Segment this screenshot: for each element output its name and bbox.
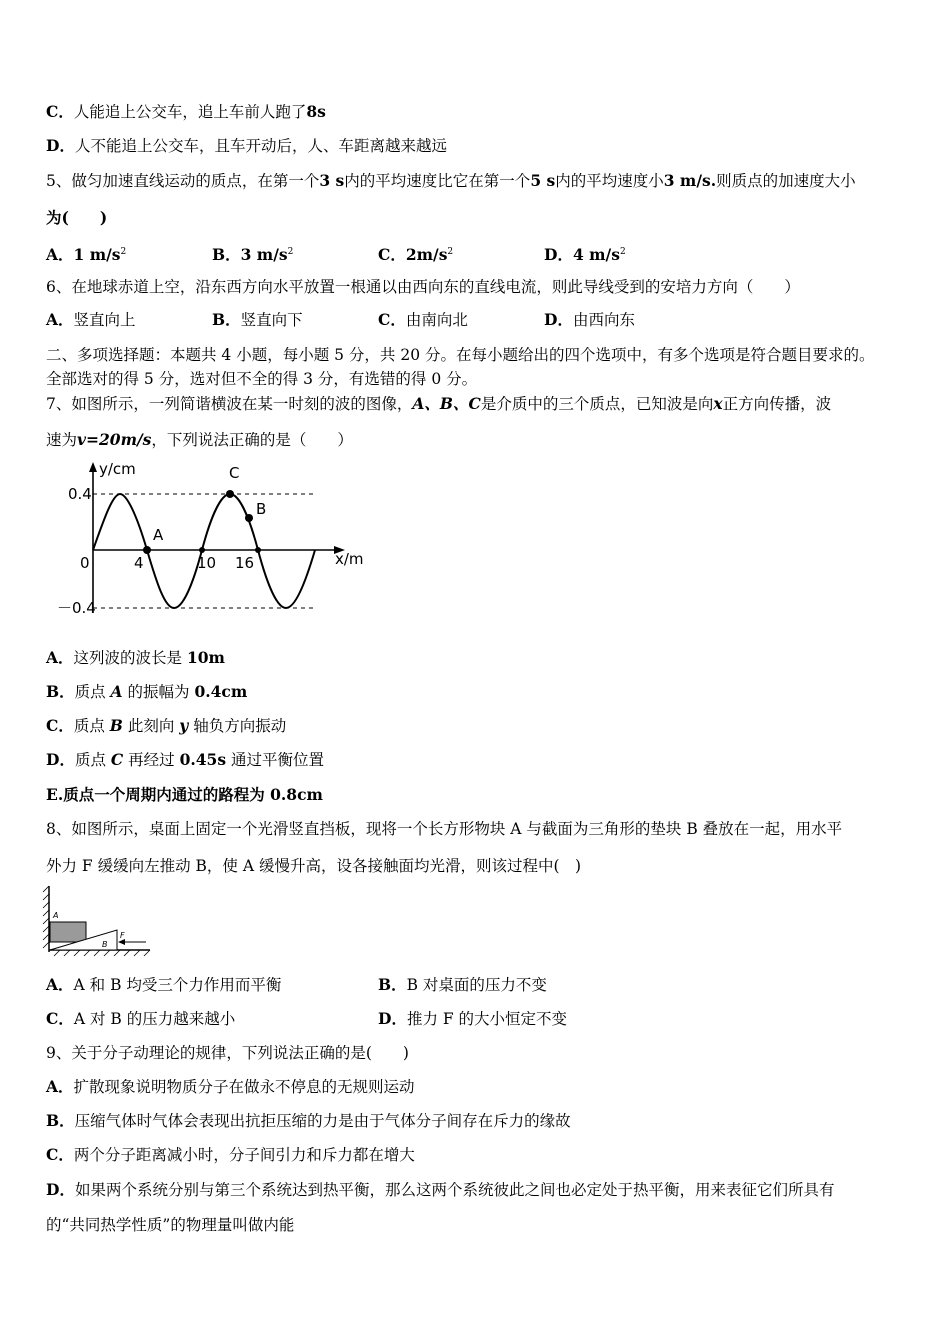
fig-label-b: B — [102, 940, 108, 949]
y-axis-label: y/cm — [99, 460, 136, 478]
q8-options-row1 — [46, 975, 547, 995]
q6-option-b: B．竖直向下 — [212, 310, 303, 329]
q8-options-row2 — [46, 1009, 567, 1029]
q8-option-a: A．A 和 B 均受三个力作用而平衡 — [46, 975, 282, 994]
q7-stem-continued: 速为v=20m/s，下列说法正确的是（ ） — [46, 430, 353, 449]
q6-option-a: A．竖直向上 — [46, 310, 136, 329]
q7-stem: 7、如图所示，一列简谐横波在某一时刻的波的图像，A、B、C是介质中的三个质点，已知波是向x正方向传播，波 — [46, 394, 832, 413]
q5-stem-continued: 为( ) — [46, 208, 108, 227]
origin-label: 0 — [80, 554, 90, 572]
q9-option-b: B．压缩气体时气体会表现出抗拒压缩的力是由于气体分子间存在斥力的缘故 — [46, 1111, 571, 1130]
q9-option-c: C．两个分子距离减小时，分子间引力和斥力都在增大 — [46, 1145, 415, 1164]
point-a — [143, 546, 151, 554]
q6-stem: 6、在地球赤道上空，沿东西方向水平放置一根通以由西向东的直线电流，则此导线受到的安培力方向（ ） — [46, 278, 800, 296]
block-figure — [42, 884, 154, 958]
q5-option-d: D．4 $m/s^2$ — [544, 245, 626, 265]
q7-option-e: E.质点一个周期内通过的路程为 0.8cm — [46, 785, 323, 804]
label-b: B — [256, 500, 267, 518]
point-b — [245, 514, 253, 522]
y-tick-neg: －0.4 — [57, 599, 96, 617]
q8-stem-continued: 外力 F 缓缓向左推动 B，使 A 缓慢升高，设各接触面均光滑，则该过程中( ) — [46, 857, 582, 875]
q8-option-c: C．A 对 B 的压力越来越小 — [46, 1009, 236, 1028]
q4-option-d: D．人不能追上公交车，且车开动后，人、车距离越来越远 — [46, 136, 447, 155]
q7-option-c: C．质点 B 此刻向 y 轴负方向振动 — [46, 716, 287, 735]
fig-label-a: A — [53, 911, 59, 920]
q8-stem: 8、如图所示，桌面上固定一个光滑竖直挡板，现将一个长方形物块 A 与截面为三角形的垫块 B 叠放在一起，用水平 — [46, 820, 843, 838]
x-tick-16: 16 — [235, 554, 255, 572]
q6-option-c: C．由南向北 — [378, 310, 468, 329]
fig-label-f: F — [120, 931, 125, 940]
x-tick-10: 10 — [197, 554, 217, 572]
q9-option-a: A．扩散现象说明物质分子在做永不停息的无规则运动 — [46, 1077, 415, 1096]
q9-option-d: D．如果两个系统分别与第三个系统达到热平衡，那么这两个系统彼此之间也必定处于热平衡，用来表征它们所具有 — [46, 1180, 835, 1199]
x-axis-label: x/m — [335, 550, 364, 568]
label-a: A — [153, 526, 164, 544]
q9-stem: 9、关于分子动理论的规律，下列说法正确的是( ) — [46, 1044, 409, 1062]
wave-graph — [55, 458, 375, 628]
q5-option-c: C．$2m/s^2$ — [378, 245, 454, 265]
q5-option-a: A．1 $m/s^2$ — [46, 245, 127, 265]
y-tick-pos: 0.4 — [68, 485, 92, 503]
q7-option-a: A．这列波的波长是 10m — [46, 648, 225, 667]
section2-line1: 二、多项选择题：本题共 4 小题，每小题 5 分，共 20 分。在每小题给出的四个选项中，有多个选项是符合题目要求的。 — [46, 346, 875, 364]
point-c — [226, 490, 234, 498]
q5-option-b: B．3 $m/s^2$ — [212, 245, 294, 265]
q5-options — [46, 242, 626, 265]
q7-option-d: D．质点 C 再经过 0.45s 通过平衡位置 — [46, 750, 325, 769]
q6-options — [46, 310, 635, 330]
q6-option-d: D．由西向东 — [544, 310, 635, 329]
q8-option-d: D．推力 F 的大小恒定不变 — [378, 1009, 568, 1028]
q4-option-c: C．人能追上公交车，追上车前人跑了8s — [46, 102, 326, 121]
q9-option-d-continued: 的“共同热学性质”的物理量叫做内能 — [46, 1216, 295, 1234]
block-a — [50, 922, 86, 942]
section2-line2: 全部选对的得 5 分，选对但不全的得 3 分，有选错的得 0 分。 — [46, 370, 478, 388]
q8-option-b: B．B 对桌面的压力不变 — [378, 975, 547, 994]
x-tick-4: 4 — [134, 554, 144, 572]
q5-stem: 5、做匀加速直线运动的质点，在第一个3 s内的平均速度比它在第一个5 s内的平均速度小3 m/s.则质点的加速度大小 — [46, 171, 856, 190]
q7-option-b: B．质点 A 的振幅为 0.4cm — [46, 682, 248, 701]
label-c: C — [229, 464, 240, 482]
